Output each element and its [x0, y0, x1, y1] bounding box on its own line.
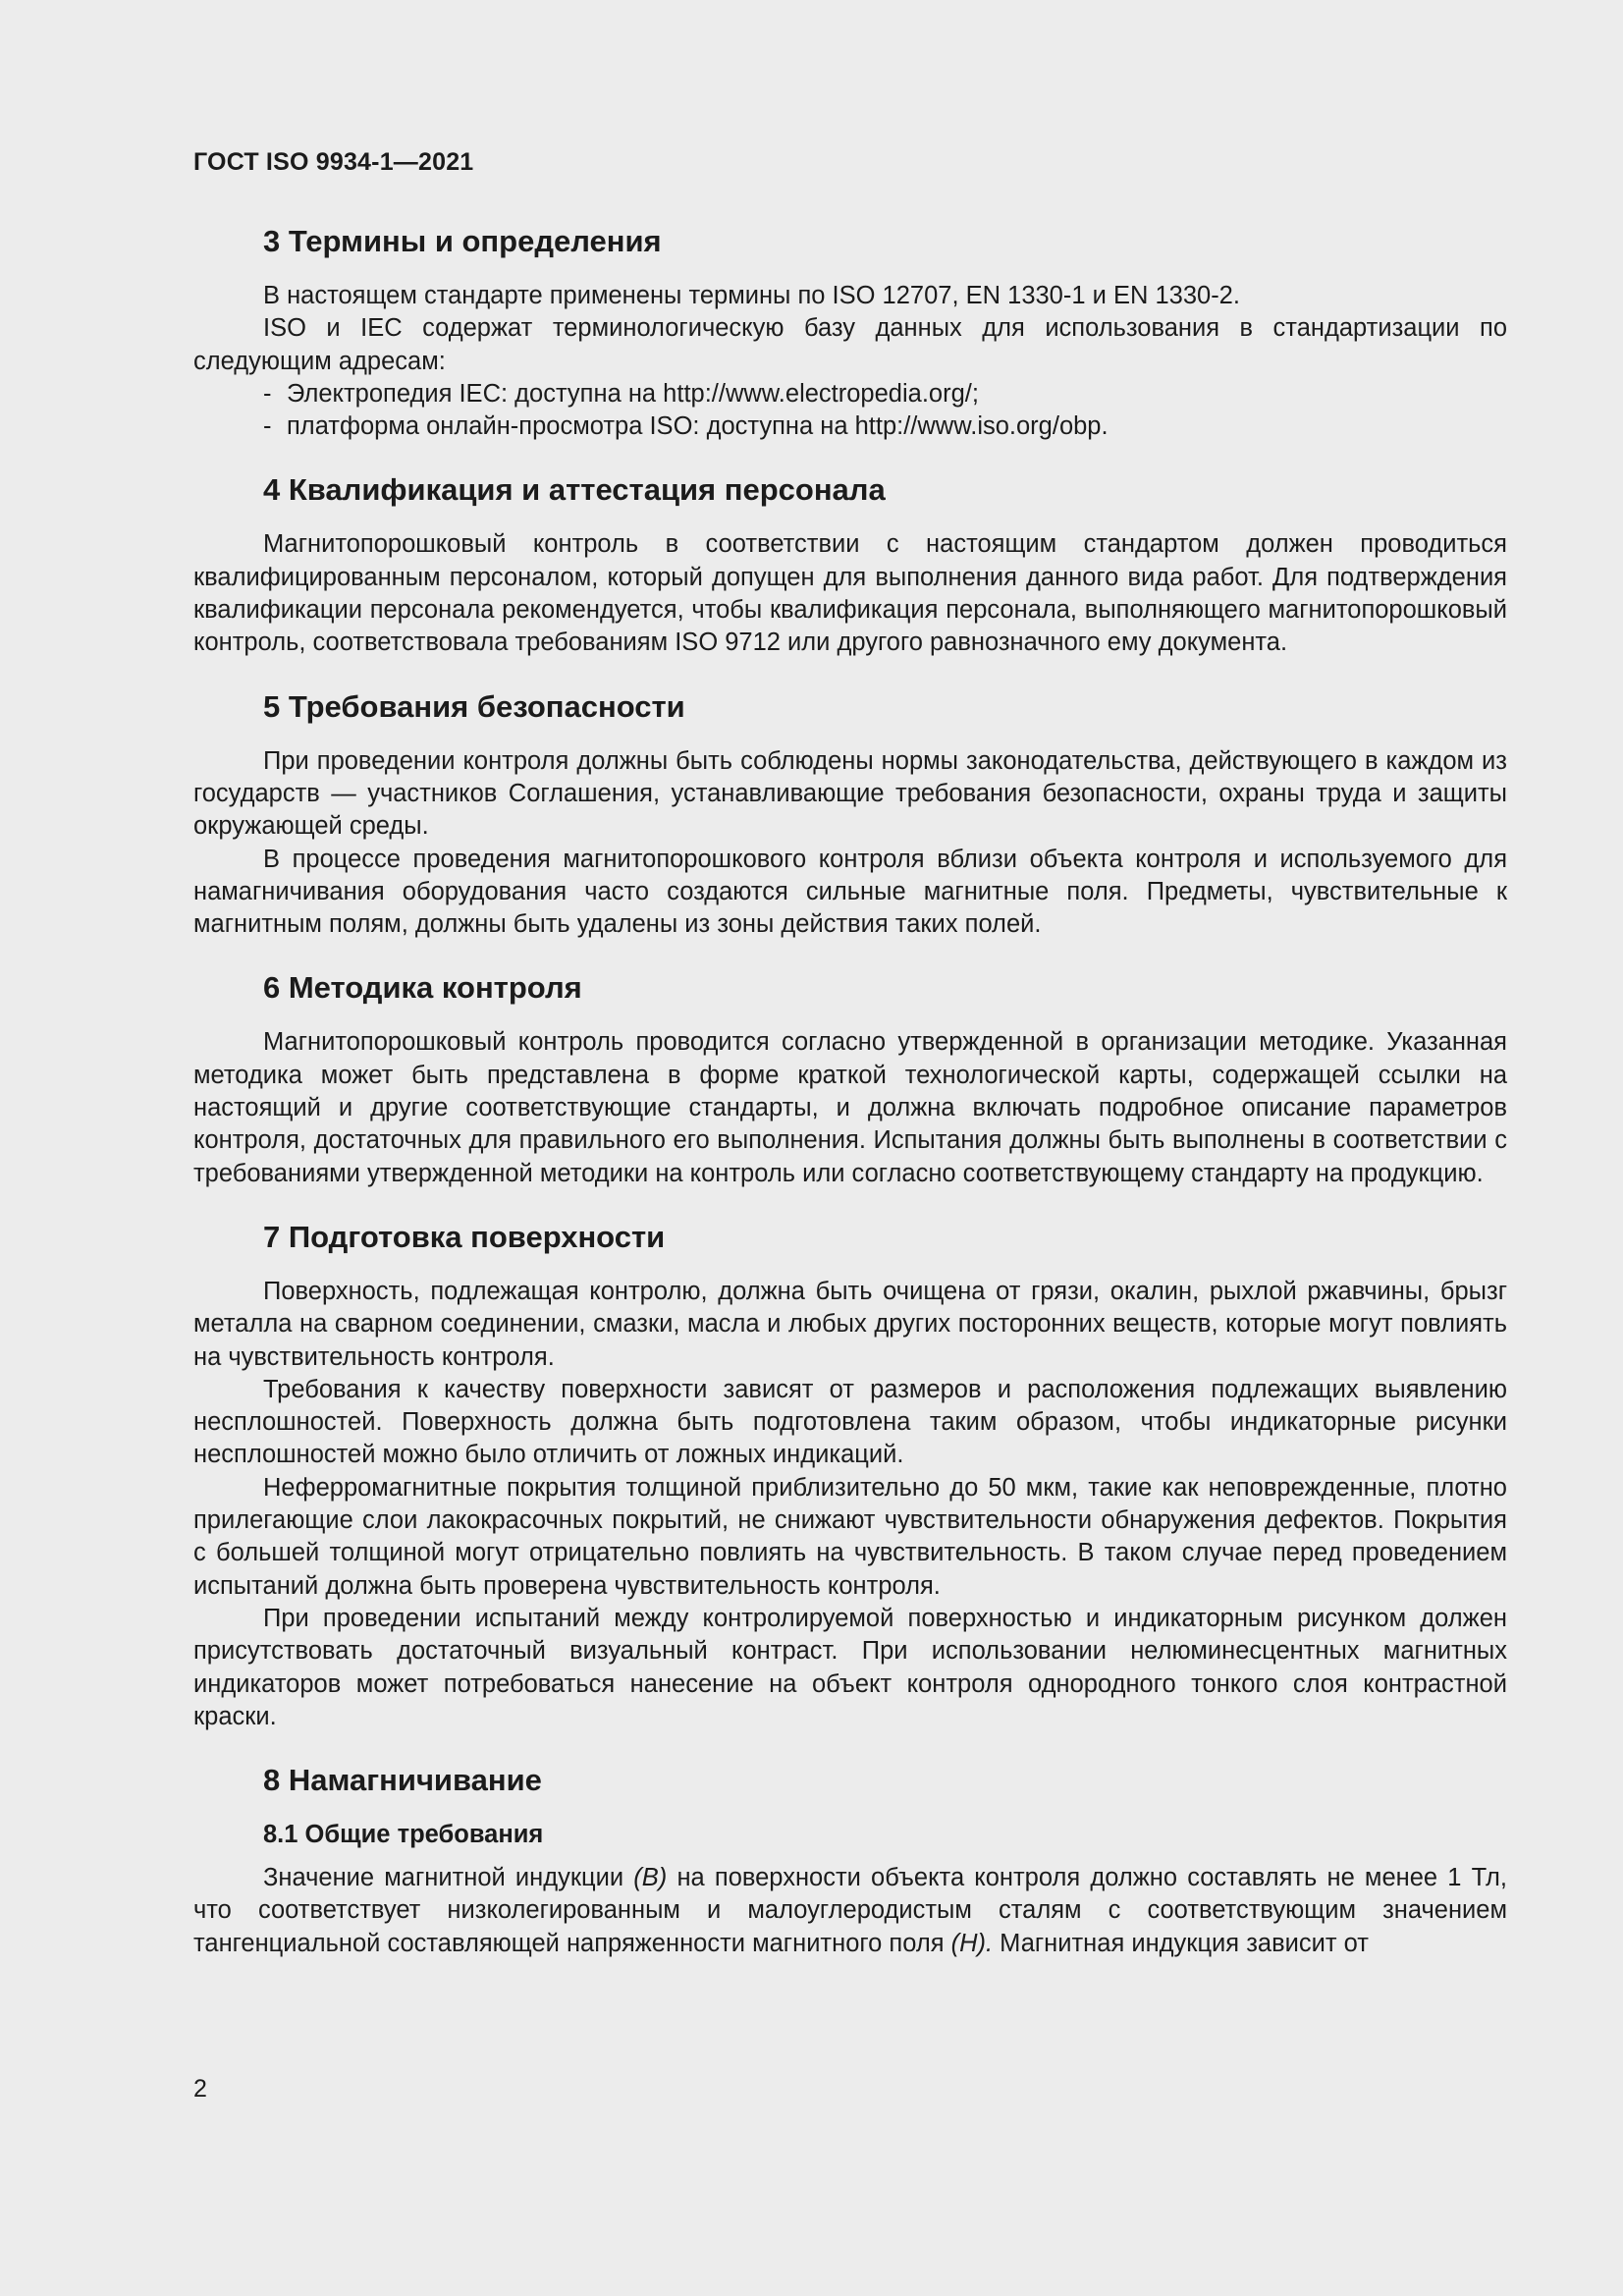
symbol-b: (B)	[633, 1864, 668, 1892]
section-4	[193, 470, 1507, 659]
section-5	[193, 687, 1507, 942]
list-item-text: платформа онлайн-просмотра ISO: доступна на http://www.iso.org/obp.	[287, 412, 1109, 441]
page-number: 2	[193, 2075, 207, 2103]
section-3	[193, 222, 1507, 443]
section-7	[193, 1218, 1507, 1733]
section-title: 6 Методика контроля	[263, 970, 582, 1006]
paragraph: Поверхность, подлежащая контролю, должна быть очищена от грязи, окалин, рыхлой ржавчины, брызг металла на сварном соединении, смазки, масла и любых других посторонних веществ, которые могут повлиять на чувствительность контроля.	[193, 1277, 1507, 1371]
document-body	[193, 222, 1507, 1988]
section-title: 4 Квалификация и аттестация персонала	[263, 472, 886, 508]
section-title: 3 Термины и определения	[263, 224, 662, 258]
paragraph: При проведении контроля должны быть соблюдены нормы законодательства, действующего в каждом из государств — участников Соглашения, устанавливающие требования безопасности, охраны труда и защиты окружающей среды.	[193, 746, 1507, 841]
section-title: 8 Намагничивание	[263, 1763, 542, 1798]
section-8	[193, 1761, 1507, 1960]
list-item-text: Электропедия IEC: доступна на http://www.electropedia.org/;	[287, 379, 979, 408]
section-title: 7 Подготовка поверхности	[263, 1219, 666, 1254]
list-item	[263, 378, 1507, 410]
symbol-h: (H).	[950, 1929, 994, 1957]
subsection-title: 8.1 Общие требования	[263, 1821, 544, 1849]
document-code-header: ГОСТ ISO 9934-1—2021	[193, 148, 474, 176]
paragraph: Магнитопорошковый контроль проводится согласно утвержденной в организации методике. Указанная методика может быть представлена в форме краткой технологической карты, содержащей ссылки на настоящий и другие соответствующие стандарты, и должна включать подробное описание параметров контроля, достаточных для правильного его выполнения. Испытания должны быть выполнены в соответствии с требованиями утвержденной методики на контроль или согласно соответствующему стандарту на продукцию.	[193, 1028, 1507, 1187]
section-title: 5 Требования безопасности	[263, 688, 685, 724]
paragraph: В настоящем стандарте применены термины по ISO 12707, EN 1330-1 и EN 1330-2.	[263, 282, 1240, 309]
text-run: Магнитная индукция зависит от	[993, 1929, 1369, 1957]
dash-list	[193, 378, 1507, 444]
paragraph: ISO и IEC содержат терминологическую базу данных для использования в стандартизации по следующим адресам:	[193, 314, 1507, 375]
paragraph: Неферромагнитные покрытия толщиной приблизительно до 50 мкм, такие как неповрежденные, плотно прилегающие слои лакокрасочных покрытий, не снижают чувствительности обнаружения дефектов. Покрытия с большей толщиной могут отрицательно повлиять на чувствительность. В таком случае перед проведением испытаний должна быть проверена чувствительность контроля.	[193, 1473, 1507, 1600]
section-6	[193, 968, 1507, 1189]
list-item	[263, 410, 1507, 443]
paragraph: Требования к качеству поверхности зависят от размеров и расположения подлежащих выявлению несплошностей. Поверхность должна быть подготовлена таким образом, чтобы индикаторные рисунки несплошностей можно было отличить от ложных индикаций.	[193, 1375, 1507, 1469]
dash-bullet: -	[263, 379, 272, 408]
paragraph: В процессе проведения магнитопорошкового контроля вблизи объекта контроля и используемого для намагничивания оборудования часто создаются сильные магнитные поля. Предметы, чувствительные к магнитным полям, должны быть удалены из зоны действия таких полей.	[193, 845, 1507, 939]
paragraph: Магнитопорошковый контроль в соответствии с настоящим стандартом должен проводиться квалифицированным персоналом, который допущен для выполнения данного вида работ. Для подтверждения квалификации персонала рекомендуется, чтобы квалификация персонала, выполняющего магнитопорошковый контроль, соответствовала требованиям ISO 9712 или другого равнозначного ему документа.	[193, 530, 1507, 657]
paragraph	[193, 1862, 1507, 1960]
dash-bullet: -	[263, 412, 272, 441]
text-run: на поверхности объекта контроля должно составлять не менее 1 Тл, что соответствует низколегированным и малоуглеродистым сталям с соответствующим значением тангенциальной составляющей напряженности магнитного поля	[193, 1864, 1507, 1957]
text-run: Значение магнитной индукции	[263, 1864, 634, 1892]
paragraph: При проведении испытаний между контролируемой поверхностью и индикаторным рисунком должен присутствовать достаточный визуальный контраст. При использовании нелюминесцентных магнитных индикаторов может потребоваться нанесение на объект контроля однородного тонкого слоя контрастной краски.	[193, 1604, 1507, 1730]
